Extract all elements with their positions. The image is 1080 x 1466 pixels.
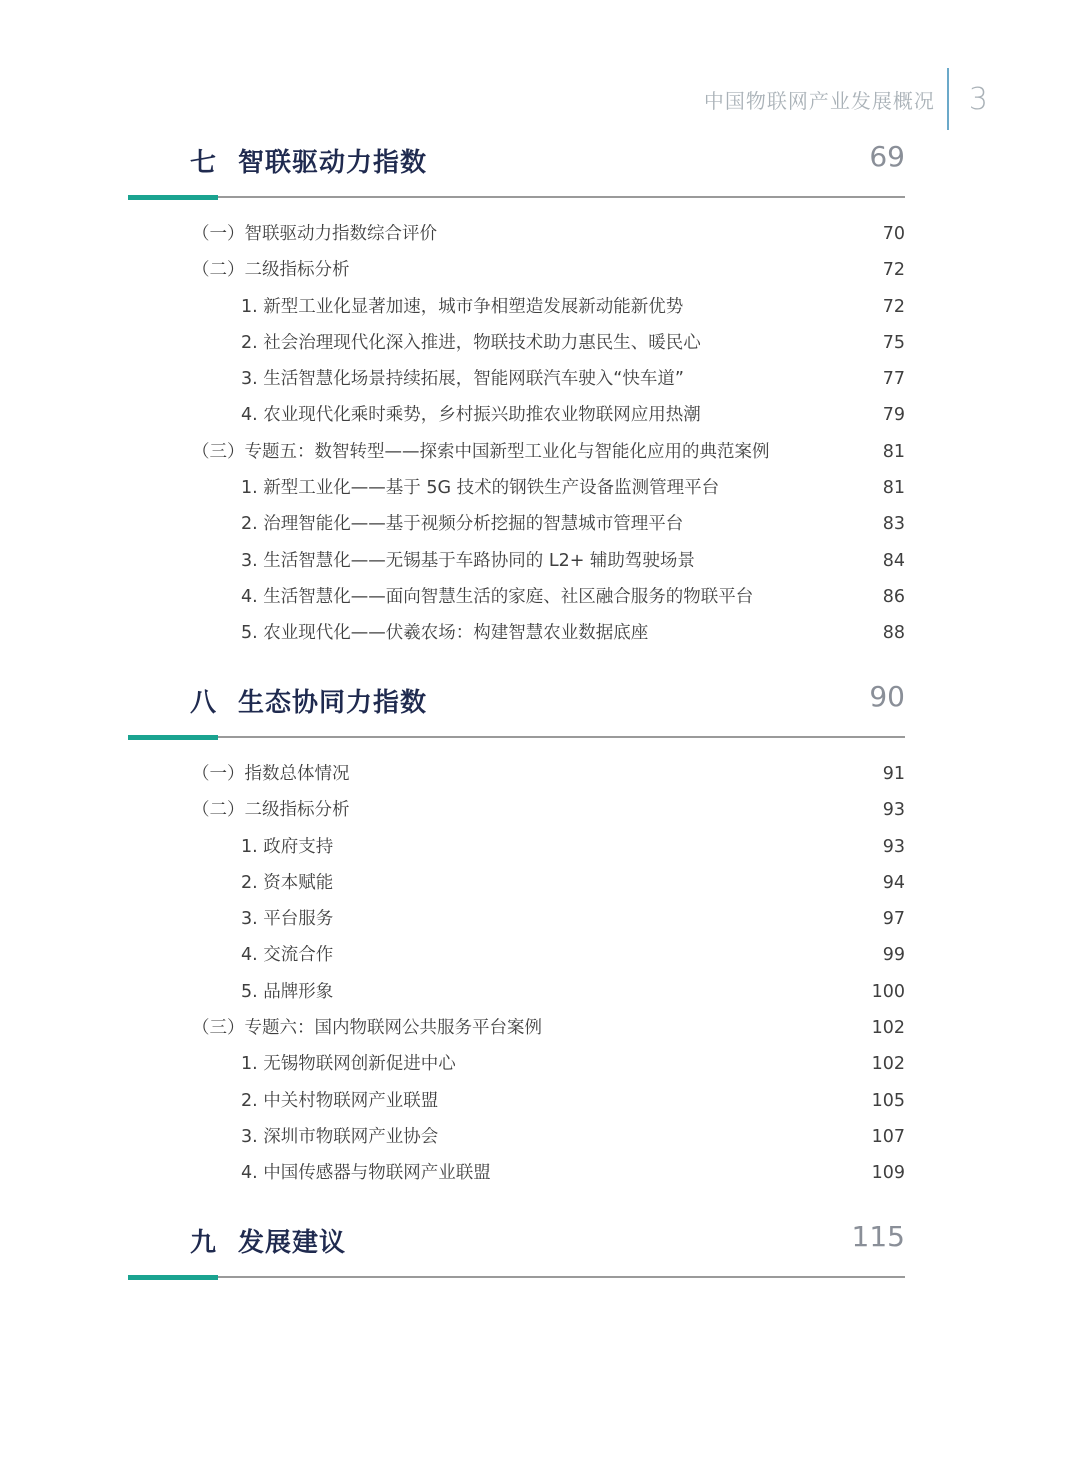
- toc-entry-title: 4. 交流合作: [241, 945, 334, 966]
- toc-subentry[interactable]: [128, 1083, 905, 1119]
- toc-entry-page: 77: [882, 369, 905, 390]
- section-number: 七: [190, 148, 217, 178]
- section-number: 八: [190, 688, 217, 718]
- toc-entry-page: 102: [871, 1018, 905, 1039]
- section-rule-accent: [128, 735, 218, 740]
- toc-entry-page: 97: [882, 909, 905, 930]
- toc-subentry[interactable]: [128, 579, 905, 615]
- section-title: 生态协同力指数: [238, 688, 428, 718]
- toc-entry-page: 81: [882, 441, 905, 462]
- toc-entry[interactable]: [128, 792, 905, 828]
- toc-section: [128, 1220, 905, 1280]
- toc-subentry[interactable]: [128, 506, 905, 542]
- toc-entry-title: 2. 治理智能化——基于视频分析挖掘的智慧城市管理平台: [241, 514, 684, 535]
- toc-entry-page: 81: [882, 478, 905, 499]
- toc-section: [128, 680, 905, 1184]
- toc-subentry[interactable]: [128, 1046, 905, 1082]
- toc-subentry[interactable]: [128, 865, 905, 901]
- toc-entry-title: 1. 政府支持: [241, 836, 334, 857]
- toc-subentry[interactable]: [128, 361, 905, 397]
- section-page-number: 69: [869, 140, 905, 173]
- section-rule: [128, 196, 905, 198]
- toc-entry[interactable]: [128, 1010, 905, 1046]
- section-rule-accent: [128, 195, 218, 200]
- toc-entry-page: 70: [882, 224, 905, 244]
- toc-entry-title: 3. 深圳市物联网产业协会: [241, 1126, 439, 1147]
- section-rule: [128, 1276, 905, 1278]
- section-page-number: 90: [869, 680, 905, 713]
- toc-entry-page: 86: [882, 586, 905, 607]
- toc-subentry[interactable]: [128, 615, 905, 651]
- toc-subentry[interactable]: [128, 397, 905, 433]
- toc-entry-title: （三）专题六：国内物联网公共服务平台案例: [192, 1018, 542, 1039]
- toc-entry-list: [128, 756, 905, 1192]
- toc-section: [128, 140, 905, 644]
- toc-entry-page: 93: [882, 800, 905, 821]
- toc-subentry[interactable]: [128, 1155, 905, 1191]
- toc-entry-page: 75: [882, 332, 905, 353]
- toc-entry[interactable]: [128, 756, 905, 792]
- page-number: 3: [968, 81, 988, 117]
- section-title: 发展建议: [238, 1228, 347, 1258]
- toc-entry[interactable]: [128, 216, 905, 252]
- toc-entry[interactable]: [128, 252, 905, 288]
- toc-entry-title: （二）二级指标分析: [192, 800, 350, 821]
- toc-entry[interactable]: [128, 434, 905, 470]
- toc-entry-page: 102: [871, 1054, 905, 1075]
- running-header: [704, 68, 988, 130]
- toc-entry-title: 3. 生活智慧化——无锡基于车路协同的 L2+ 辅助驾驶场景: [241, 550, 695, 571]
- toc-subentry[interactable]: [128, 937, 905, 973]
- toc-entry-page: 88: [882, 623, 905, 644]
- toc-entry-title: 1. 新型工业化——基于 5G 技术的钢铁生产设备监测管理平台: [241, 478, 720, 499]
- toc-entry-page: 72: [882, 296, 905, 317]
- toc-entry-page: 94: [882, 872, 905, 893]
- toc-subentry[interactable]: [128, 1119, 905, 1155]
- toc-entry-title: 3. 生活智慧化场景持续拓展，智能网联汽车驶入“快车道”: [241, 369, 684, 390]
- toc-entry-title: 5. 品牌形象: [241, 981, 334, 1002]
- toc-section-heading[interactable]: [128, 680, 905, 740]
- toc-subentry[interactable]: [128, 829, 905, 865]
- header-divider: [947, 68, 949, 130]
- toc-subentry[interactable]: [128, 974, 905, 1010]
- toc-entry-title: 2. 社会治理现代化深入推进，物联技术助力惠民生、暖民心: [241, 332, 701, 353]
- toc-entry-title: 1. 无锡物联网创新促进中心: [241, 1054, 456, 1075]
- running-header-title: 中国物联网产业发展概况: [703, 88, 935, 113]
- toc-entry-page: 99: [882, 945, 905, 966]
- toc-entry-page: 109: [871, 1163, 905, 1184]
- toc-entry-page: 107: [871, 1126, 905, 1147]
- section-number: 九: [190, 1228, 217, 1258]
- toc-section-heading[interactable]: [128, 1220, 905, 1280]
- section-title: 智联驱动力指数: [238, 148, 428, 178]
- toc-entry-title: 5. 农业现代化——伏羲农场：构建智慧农业数据底座: [241, 623, 649, 644]
- toc-entry-page: 105: [871, 1090, 905, 1111]
- toc-entry-page: 84: [882, 550, 905, 571]
- toc-entry-title: 3. 平台服务: [241, 909, 334, 930]
- toc-entry-title: 1. 新型工业化显著加速，城市争相塑造发展新动能新优势: [241, 296, 684, 317]
- toc-entry-title: （一）指数总体情况: [192, 764, 350, 784]
- toc-subentry[interactable]: [128, 325, 905, 361]
- toc-entry-title: 4. 中国传感器与物联网产业联盟: [241, 1163, 491, 1184]
- toc-entry-page: 79: [882, 405, 905, 426]
- toc-section-heading[interactable]: [128, 140, 905, 200]
- toc-entry-page: 72: [882, 260, 905, 281]
- toc-entry-title: （二）二级指标分析: [192, 260, 350, 281]
- toc-entry-page: 100: [871, 981, 905, 1002]
- toc-entry-page: 91: [882, 764, 905, 784]
- toc-entry-page: 83: [882, 514, 905, 535]
- toc-entry-title: 4. 生活智慧化——面向智慧生活的家庭、社区融合服务的物联平台: [241, 586, 754, 607]
- toc-subentry[interactable]: [128, 901, 905, 937]
- toc-entry-list: [128, 216, 905, 652]
- toc-entry-title: （三）专题五：数智转型——探索中国新型工业化与智能化应用的典范案例: [192, 441, 770, 462]
- toc-entry-title: （一）智联驱动力指数综合评价: [192, 224, 437, 244]
- toc-entry-title: 2. 资本赋能: [241, 872, 334, 893]
- toc-subentry[interactable]: [128, 289, 905, 325]
- section-rule-accent: [128, 1275, 218, 1280]
- toc-entry-page: 93: [882, 836, 905, 857]
- toc-entry-title: 4. 农业现代化乘时乘势，乡村振兴助推农业物联网应用热潮: [241, 405, 701, 426]
- toc-subentry[interactable]: [128, 470, 905, 506]
- toc-subentry[interactable]: [128, 543, 905, 579]
- toc-entry-title: 2. 中关村物联网产业联盟: [241, 1090, 439, 1111]
- section-rule: [128, 736, 905, 738]
- section-page-number: 115: [851, 1220, 905, 1253]
